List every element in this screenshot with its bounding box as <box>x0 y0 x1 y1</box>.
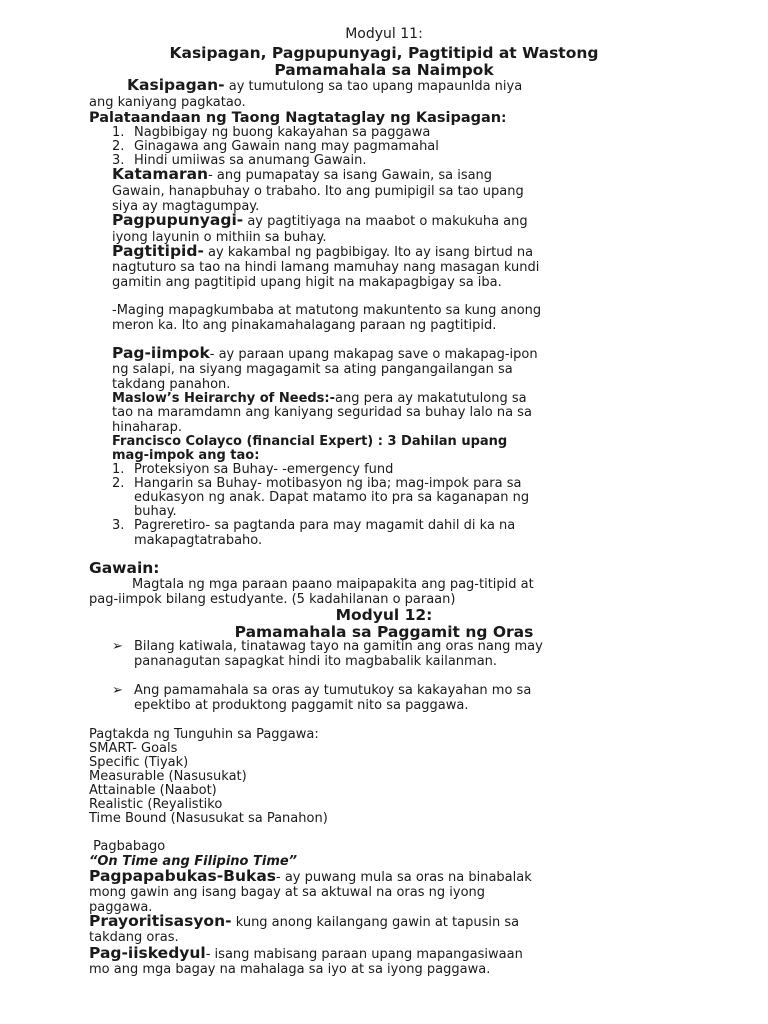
pagtitipid-term: Pagtitipid- <box>112 242 204 260</box>
module-12-heading: Modyul 12: <box>335 606 433 624</box>
bullet-text: Ang pamamahala sa oras ay tumutukoy sa kakayahan mo sa <box>134 683 532 698</box>
list-number: 3. <box>112 153 125 168</box>
kasipagan-term: Kasipagan- <box>127 76 225 94</box>
list-item-text: Hangarin sa Buhay- motibasyon ng iba; mag-impok para sa <box>134 476 522 491</box>
pagpapabukas-definition <box>89 869 532 885</box>
pagtitipid-note-line2: meron ka. Ito ang pinakamahalagang paraan ng pagtitipid. <box>112 318 497 333</box>
smart-item: Attainable (Naabot) <box>89 783 217 798</box>
module-12-title: Pamamahala sa Paggamit ng Oras <box>234 623 534 641</box>
list-item <box>112 139 124 154</box>
katamaran-term: Katamaran <box>112 165 209 183</box>
colayco-heading-line2: mag-impok ang tao: <box>112 448 260 463</box>
list-number: 1. <box>112 125 125 140</box>
kasipagan-def-line2: ang kaniyang pagkatao. <box>89 95 246 110</box>
list-item <box>112 125 124 140</box>
pagiimpok-term: Pag-iimpok <box>112 344 210 362</box>
katamaran-def-line2: Gawain, hanapbuhay o trabaho. Ito ang pumipigil sa tao upang <box>112 184 524 199</box>
colayco-heading-line1: Francisco Colayco (financial Expert) : 3 Dahilan upang <box>112 434 508 449</box>
prayoritisasyon-term: Prayoritisasyon- <box>89 912 232 930</box>
module-11-title-line2: Pamamahala sa Naimpok <box>274 61 494 79</box>
list-item-text: Ginagawa ang Gawain nang may pagmamahal <box>134 139 439 154</box>
module-11-title-line1: Kasipagan, Pagpupunyagi, Pagtitipid at Wastong <box>169 44 599 62</box>
pagpapabukas-def-line2: mong gawin ang isang bagay at sa aktuwal na oras ng iyong <box>89 885 486 900</box>
pagpupunyagi-def-line1: ay pagtitiyaga na maabot o makukuha ang <box>243 214 528 229</box>
kasipagan-def-line1: ay tumutulong sa tao upang mapaunlda niya <box>224 79 523 94</box>
prayoritisasyon-def-line1: kung anong kailangang gawin at tapusin sa <box>231 915 520 930</box>
pagiiskedyul-def-line1: - isang mabisang paraan upang mapangasiwaan <box>205 947 523 962</box>
pagpupunyagi-definition <box>112 213 528 229</box>
palatandaan-colon: : <box>501 111 507 126</box>
list-number: 3. <box>112 518 125 533</box>
pagpupunyagi-term: Pagpupunyagi- <box>112 211 244 229</box>
pagiimpok-def-line3: takdang panahon. <box>112 377 231 392</box>
katamaran-def-line1: - ang pumapatay sa isang Gawain, sa isang <box>208 168 493 183</box>
pagtitipid-def-line1: ay kakambal ng pagbibigay. Ito ay isang birtud na <box>203 245 534 260</box>
smart-item: Time Bound (Nasusukat sa Panahon) <box>89 811 328 826</box>
gawain-label: Gawain: <box>89 559 160 577</box>
bullet-text: epektibo at produktong paggamit nito sa paggawa. <box>134 698 469 713</box>
maslow-def-line2: tao na maramdamn ang kaniyang seguridad sa buhay lalo na sa <box>112 405 532 420</box>
pagpapabukas-term: Pagpapabukas-Bukas <box>89 867 277 885</box>
pagtitipid-note-line1: -Maging mapagkumbaba at matutong makuntento sa kung anong <box>112 303 542 318</box>
bullet-text: Bilang katiwala, tinatawag tayo na gamitin ang oras nang may <box>134 639 543 654</box>
list-item-text: Nagbibigay ng buong kakayahan sa paggawa <box>134 125 431 140</box>
filipino-time-quote: “On Time ang Filipino Time” <box>89 854 298 869</box>
pagbabago-label: Pagbabago <box>89 839 166 854</box>
prayoritisasyon-definition <box>89 914 519 930</box>
list-item-text: makapagtatrabaho. <box>134 533 263 548</box>
bullet-text: pananagutan sapagkat hindi ito magbabalik kailanman. <box>134 654 498 669</box>
maslow-definition <box>112 391 527 406</box>
maslow-def-line1: ang pera ay makatutulong sa <box>335 391 527 406</box>
pagiimpok-definition <box>112 346 538 362</box>
pagiimpok-def-line1: - ay paraan upang makapag save o makapag-ipon <box>209 347 538 362</box>
gawain-line1: Magtala ng mga paraan paano maipapakita ang pag-titipid at <box>132 577 534 592</box>
list-number: 1. <box>112 462 125 477</box>
arrow-bullet-icon: ➢ <box>112 639 123 654</box>
list-item-text: edukasyon ng anak. Dapat matamo ito pra sa kaganapan ng <box>134 490 530 505</box>
pagpapabukas-def-line3: paggawa. <box>89 900 153 915</box>
maslow-def-line3: hinaharap. <box>112 420 182 435</box>
pagiiskedyul-term: Pag-iiskedyul <box>89 944 206 962</box>
pagpapabukas-def-line1: - ay puwang mula sa oras na binabalak <box>276 870 532 885</box>
smart-item: Specific (Tiyak) <box>89 755 189 770</box>
pagpupunyagi-def-line2: iyong layunin o mithiin sa buhay. <box>112 230 327 245</box>
list-item-text: Hindi umiiwas sa anumang Gawain. <box>134 153 367 168</box>
smart-item: SMART- Goals <box>89 741 178 756</box>
pagtitipid-def-line2: nagtuturo sa tao na hindi lamang mamuhay nang masagan kundi <box>112 260 540 275</box>
katamaran-def-line3: siya ay magtagumpay. <box>112 199 260 214</box>
pagtitipid-def-line3: gamitin ang pagtitipid upang higit na makapagbigay sa iba. <box>112 275 502 290</box>
pagiiskedyul-definition <box>89 946 523 962</box>
module-11-heading: Modyul 11: <box>345 26 423 42</box>
list-item-text: Proteksiyon sa Buhay- -emergency fund <box>134 462 394 477</box>
katamaran-definition <box>112 167 492 183</box>
palatandaan-title: Palataandaan ng Taong Nagtataglay ng Kasipagan <box>89 110 502 126</box>
pagtakda-heading: Pagtakda ng Tunguhin sa Paggawa: <box>89 727 319 742</box>
gawain-line2: pag-iimpok bilang estudyante. (5 kadahilanan o paraan) <box>89 592 456 607</box>
maslow-term: Maslow’s Heirarchy of Needs:- <box>112 391 336 406</box>
smart-item: Realistic (Reyalistiko <box>89 797 223 812</box>
list-number: 2. <box>112 139 125 154</box>
list-item-text: Pagreretiro- sa pagtanda para may magamit dahil di ka na <box>134 518 516 533</box>
smart-item: Measurable (Nasusukat) <box>89 769 247 784</box>
list-number: 2. <box>112 476 125 491</box>
pagiiskedyul-def-line2: mo ang mga bagay na mahalaga sa iyo at sa iyong paggawa. <box>89 962 491 977</box>
prayoritisasyon-def-line2: takdang oras. <box>89 930 179 945</box>
arrow-bullet-icon: ➢ <box>112 683 123 698</box>
list-item-text: buhay. <box>134 504 177 519</box>
pagtitipid-definition <box>112 244 533 260</box>
pagiimpok-def-line2: ng salapi, na siyang magagamit sa ating pangangailangan sa <box>112 362 513 377</box>
kasipagan-definition <box>127 78 522 94</box>
